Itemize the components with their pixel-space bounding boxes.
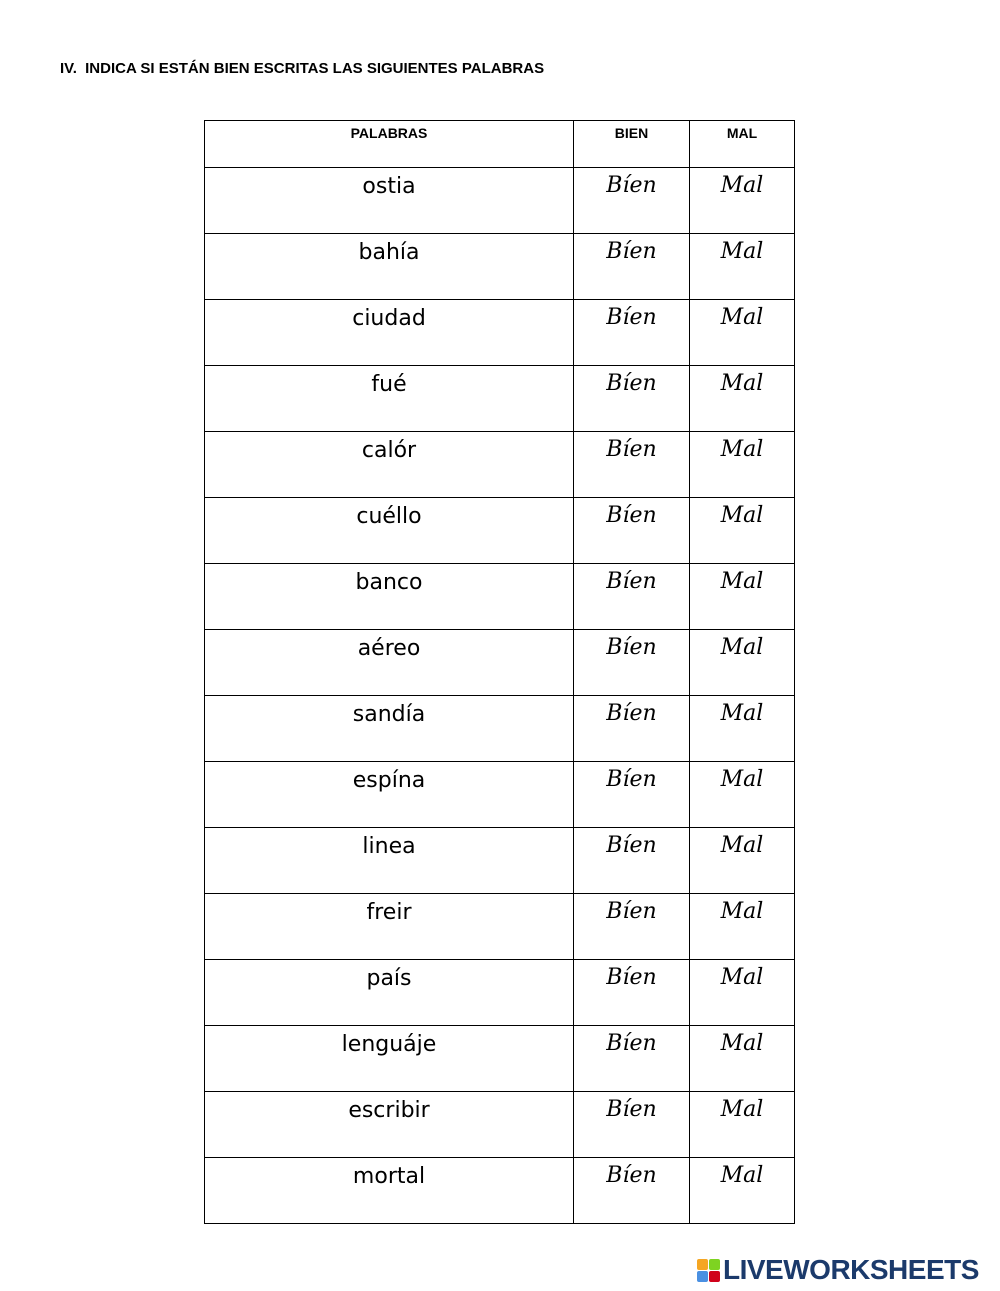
bien-cell[interactable] [574, 432, 690, 498]
bien-option[interactable]: Bíen [606, 437, 657, 462]
word-text: banco [355, 570, 423, 595]
bien-cell[interactable] [574, 960, 690, 1026]
word-cell [205, 828, 574, 894]
bien-cell[interactable] [574, 1026, 690, 1092]
table-row [205, 1158, 795, 1224]
mal-option[interactable]: Mal [720, 437, 764, 462]
logo-block [709, 1271, 720, 1282]
bien-cell[interactable] [574, 894, 690, 960]
word-cell [205, 894, 574, 960]
mal-option[interactable]: Mal [720, 1163, 764, 1188]
bien-option[interactable]: Bíen [606, 899, 657, 924]
exercise-instruction: INDICA SI ESTÁN BIEN ESCRITAS LAS SIGUIENTES PALABRAS [85, 60, 545, 77]
table-row [205, 894, 795, 960]
mal-option[interactable]: Mal [720, 503, 764, 528]
logo-block [709, 1259, 720, 1270]
table-row [205, 300, 795, 366]
exercise-number: IV. [60, 60, 77, 77]
logo-text: LIVEWORKSHEETS [723, 1254, 979, 1285]
word-text: lenguáje [341, 1032, 437, 1057]
bien-option[interactable]: Bíen [606, 239, 657, 264]
bien-option[interactable]: Bíen [606, 173, 657, 198]
bien-cell[interactable] [574, 564, 690, 630]
bien-cell[interactable] [574, 1092, 690, 1158]
mal-option[interactable]: Mal [720, 965, 764, 990]
bien-option[interactable]: Bíen [606, 1097, 657, 1122]
mal-option[interactable]: Mal [720, 239, 764, 264]
bien-option[interactable]: Bíen [606, 701, 657, 726]
mal-cell[interactable] [690, 828, 795, 894]
word-cell [205, 234, 574, 300]
header-palabras: PALABRAS [205, 121, 574, 168]
word-text: escribir [348, 1098, 430, 1123]
word-cell [205, 1158, 574, 1224]
bien-cell[interactable] [574, 498, 690, 564]
table-row [205, 564, 795, 630]
liveworksheets-logo [697, 1255, 979, 1285]
mal-cell[interactable] [690, 168, 795, 234]
word-text: sandía [352, 702, 426, 727]
mal-option[interactable]: Mal [720, 833, 764, 858]
word-text: aéreo [357, 636, 421, 661]
mal-cell[interactable] [690, 1158, 795, 1224]
mal-cell[interactable] [690, 498, 795, 564]
bien-option[interactable]: Bíen [606, 1163, 657, 1188]
logo-block [697, 1271, 708, 1282]
word-cell [205, 564, 574, 630]
table-row [205, 432, 795, 498]
logo-block [697, 1259, 708, 1270]
word-text: fué [371, 372, 407, 397]
word-cell [205, 168, 574, 234]
table-row [205, 960, 795, 1026]
mal-cell[interactable] [690, 300, 795, 366]
table-row [205, 828, 795, 894]
word-text: calór [361, 438, 417, 463]
table-row [205, 366, 795, 432]
mal-cell[interactable] [690, 960, 795, 1026]
table-row [205, 696, 795, 762]
bien-cell[interactable] [574, 168, 690, 234]
bien-option[interactable]: Bíen [606, 833, 657, 858]
word-cell [205, 762, 574, 828]
word-text: cuéllo [356, 504, 422, 529]
bien-option[interactable]: Bíen [606, 965, 657, 990]
mal-cell[interactable] [690, 1026, 795, 1092]
bien-option[interactable]: Bíen [606, 1031, 657, 1056]
mal-option[interactable]: Mal [720, 569, 764, 594]
table-header-row [205, 121, 795, 168]
bien-option[interactable]: Bíen [606, 305, 657, 330]
header-bien: BIEN [574, 121, 690, 168]
bien-option[interactable]: Bíen [606, 503, 657, 528]
mal-option[interactable]: Mal [720, 1031, 764, 1056]
mal-option[interactable]: Mal [720, 1097, 764, 1122]
mal-cell[interactable] [690, 1092, 795, 1158]
word-text: freir [366, 900, 412, 925]
mal-cell[interactable] [690, 564, 795, 630]
bien-cell[interactable] [574, 696, 690, 762]
bien-cell[interactable] [574, 762, 690, 828]
table-row [205, 168, 795, 234]
mal-option[interactable]: Mal [720, 701, 764, 726]
mal-option[interactable]: Mal [720, 899, 764, 924]
word-text: espína [352, 768, 426, 793]
table-row [205, 234, 795, 300]
word-text: linea [362, 834, 416, 859]
table-row [205, 762, 795, 828]
mal-option[interactable]: Mal [720, 371, 764, 396]
bien-option[interactable]: Bíen [606, 569, 657, 594]
word-cell [205, 960, 574, 1026]
bien-cell[interactable] [574, 366, 690, 432]
mal-cell[interactable] [690, 366, 795, 432]
exercise-heading [60, 60, 544, 77]
bien-option[interactable]: Bíen [606, 371, 657, 396]
word-cell [205, 366, 574, 432]
mal-option[interactable]: Mal [720, 173, 764, 198]
mal-option[interactable]: Mal [720, 635, 764, 660]
mal-cell[interactable] [690, 432, 795, 498]
word-cell [205, 696, 574, 762]
word-text: bahía [358, 240, 420, 265]
mal-cell[interactable] [690, 234, 795, 300]
mal-cell[interactable] [690, 696, 795, 762]
table-row [205, 1092, 795, 1158]
word-cell [205, 432, 574, 498]
bien-cell[interactable] [574, 828, 690, 894]
bien-cell[interactable] [574, 630, 690, 696]
table-row [205, 1026, 795, 1092]
word-text: mortal [352, 1164, 426, 1189]
word-cell [205, 498, 574, 564]
bien-option[interactable]: Bíen [606, 767, 657, 792]
word-text: país [366, 966, 412, 991]
bien-option[interactable]: Bíen [606, 635, 657, 660]
word-text: ciudad [352, 306, 426, 331]
mal-cell[interactable] [690, 894, 795, 960]
logo-blocks-icon [697, 1259, 720, 1282]
header-mal: MAL [690, 121, 795, 168]
words-table [204, 120, 795, 1224]
mal-cell[interactable] [690, 762, 795, 828]
mal-cell[interactable] [690, 630, 795, 696]
bien-cell[interactable] [574, 1158, 690, 1224]
word-cell [205, 1092, 574, 1158]
word-cell [205, 630, 574, 696]
table-row [205, 498, 795, 564]
bien-cell[interactable] [574, 300, 690, 366]
mal-option[interactable]: Mal [720, 767, 764, 792]
word-text: ostia [362, 174, 416, 199]
bien-cell[interactable] [574, 234, 690, 300]
word-cell [205, 300, 574, 366]
word-cell [205, 1026, 574, 1092]
mal-option[interactable]: Mal [720, 305, 764, 330]
table-row [205, 630, 795, 696]
